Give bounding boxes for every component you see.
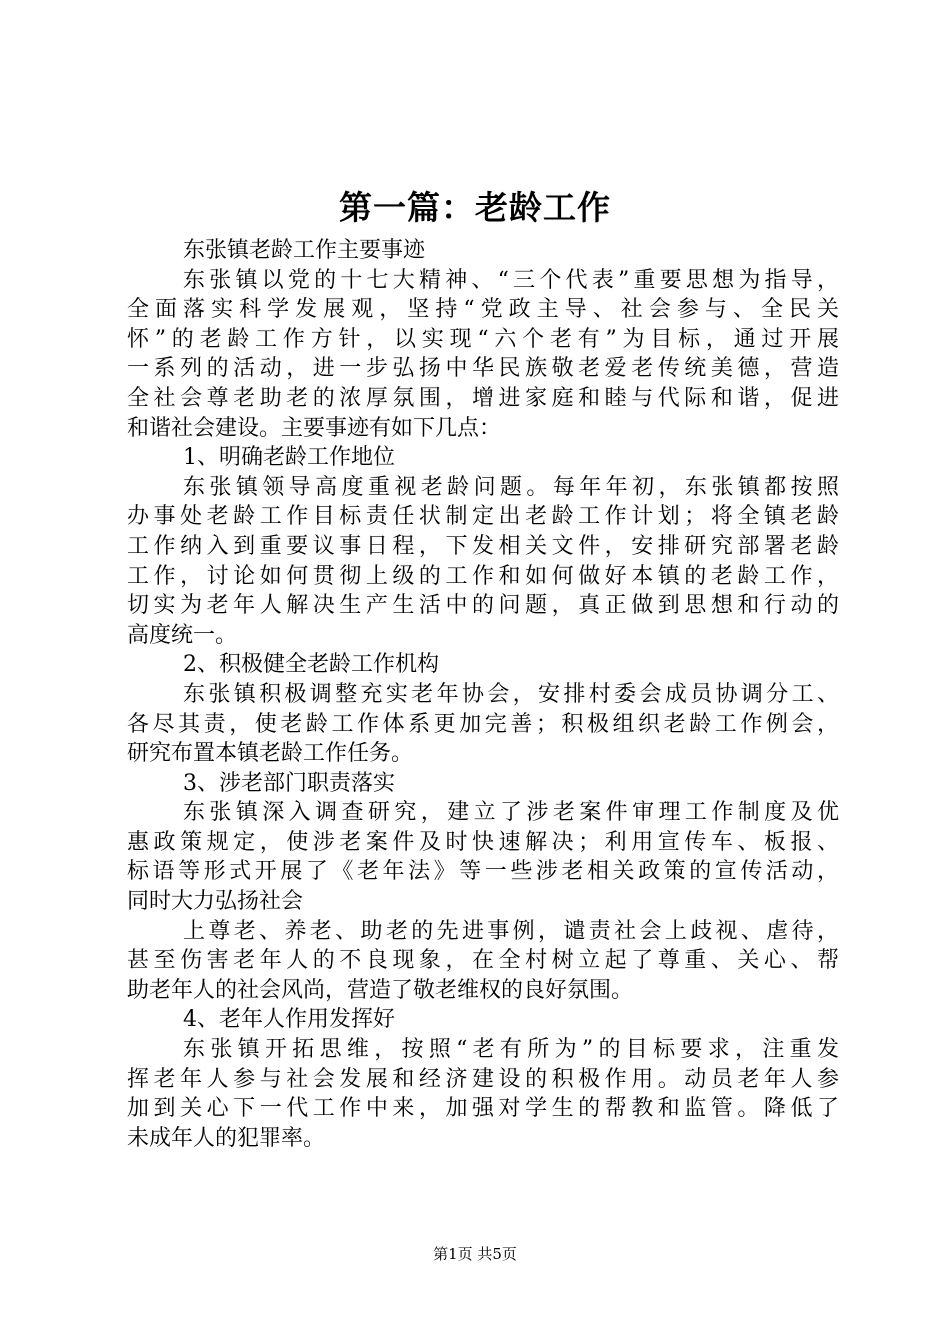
paragraph-line: 东张镇开拓思维，按照“老有所为”的目标要求，注重发 bbox=[183, 1037, 839, 1063]
document-body bbox=[127, 236, 839, 1153]
paragraph-line: 甚至伤害老年人的不良现象，在全村树立起了尊重、关心、帮 bbox=[127, 948, 839, 974]
paragraph-line: 同时大力弘扬社会 bbox=[127, 889, 304, 915]
paragraph-line: 研究布置本镇老龄工作任务。 bbox=[127, 741, 414, 767]
paragraph-line: 各尽其责，使老龄工作体系更加完善；积极组织老龄工作例会， bbox=[127, 711, 839, 737]
section-heading: 3、涉老部门职责落实 bbox=[183, 770, 395, 796]
paragraph-line: 一系列的活动，进一步弘扬中华民族敬老爱老传统美德，营造 bbox=[127, 356, 839, 382]
document-title: 第一篇：老龄工作 bbox=[339, 188, 611, 227]
page-footer: 第1页 共5页 bbox=[433, 1245, 517, 1263]
paragraph-line: 上尊老、养老、助老的先进事例，谴责社会上歧视、虐待， bbox=[183, 918, 839, 944]
paragraph-line: 东张镇深入调查研究，建立了涉老案件审理工作制度及优 bbox=[183, 800, 839, 826]
section-heading: 2、积极健全老龄工作机构 bbox=[183, 652, 439, 678]
paragraph-line: 未成年人的犯罪率。 bbox=[127, 1125, 326, 1151]
paragraph-line: 全社会尊老助老的浓厚氛围，增进家庭和睦与代际和谐，促进 bbox=[127, 385, 839, 411]
paragraph-line: 和谐社会建设。主要事迹有如下几点： bbox=[127, 415, 502, 441]
paragraph-line: 怀”的老龄工作方针，以实现“六个老有”为目标，通过开展 bbox=[127, 326, 839, 352]
paragraph-line: 惠政策规定，使涉老案件及时快速解决；利用宣传车、板报、 bbox=[127, 829, 839, 855]
paragraph-line: 高度统一。 bbox=[127, 622, 238, 648]
subtitle-line: 东张镇老龄工作主要事迹 bbox=[183, 238, 426, 263]
paragraph-line: 切实为老年人解决生产生活中的问题，真正做到思想和行动的 bbox=[127, 593, 839, 619]
paragraph-line: 标语等形式开展了《老年法》等一些涉老相关政策的宣传活动， bbox=[127, 859, 839, 885]
paragraph-line: 全面落实科学发展观，坚持“党政主导、社会参与、全民关 bbox=[127, 297, 839, 323]
paragraph-line: 东张镇以党的十七大精神、“三个代表”重要思想为指导， bbox=[183, 267, 839, 293]
section-heading: 4、老年人作用发挥好 bbox=[183, 1007, 395, 1033]
paragraph-line: 加到关心下一代工作中来，加强对学生的帮教和监管。降低了 bbox=[127, 1096, 839, 1122]
paragraph-line: 挥老年人参与社会发展和经济建设的积极作用。动员老年人参 bbox=[127, 1066, 839, 1092]
paragraph-line: 办事处老龄工作目标责任状制定出老龄工作计划；将全镇老龄 bbox=[127, 504, 839, 530]
section-heading: 1、明确老龄工作地位 bbox=[183, 445, 395, 471]
paragraph-line: 东张镇积极调整充实老年协会，安排村委会成员协调分工、 bbox=[183, 681, 839, 707]
paragraph-line: 工作纳入到重要议事日程，下发相关文件，安排研究部署老龄 bbox=[127, 533, 839, 559]
paragraph-line: 东张镇领导高度重视老龄问题。每年年初，东张镇都按照 bbox=[183, 474, 839, 500]
paragraph-line: 助老年人的社会风尚，营造了敬老维权的良好氛围。 bbox=[127, 977, 634, 1003]
paragraph-line: 工作，讨论如何贯彻上级的工作和如何做好本镇的老龄工作， bbox=[127, 563, 839, 589]
